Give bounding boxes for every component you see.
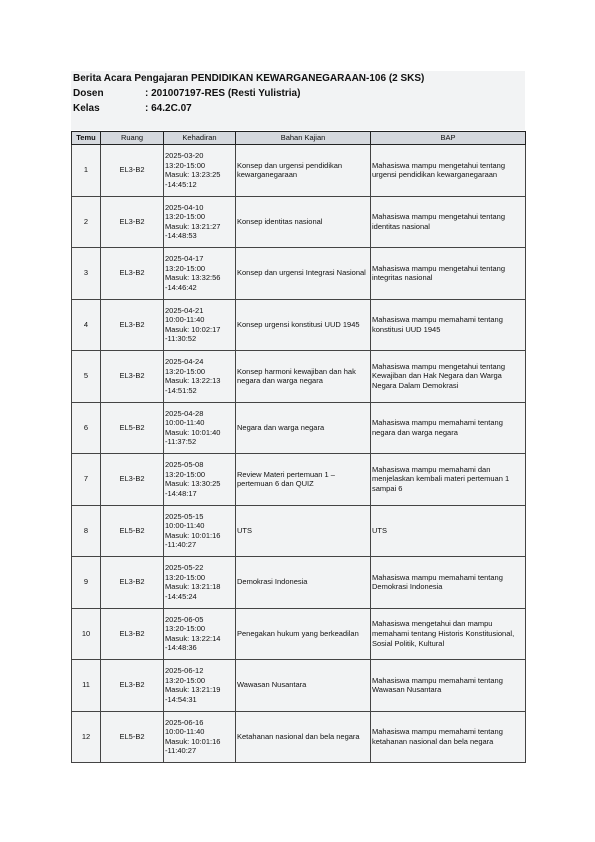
table-row <box>72 454 526 506</box>
dosen-line <box>73 87 300 100</box>
cell-kehadiran: 2025-06-16 10:00-11:40 Masuk: 10:01:16 -11:40:27 <box>164 711 236 763</box>
cell-temu: 5 <box>72 351 101 403</box>
table-header-row <box>72 132 526 145</box>
cell-bap: Mahasiswa mampu mengetahui tentang Kewajiban dan Hak Negara dan Warga Negara Dalam Demokrasi <box>371 351 526 403</box>
document-header <box>71 71 525 130</box>
table-row <box>72 196 526 248</box>
table-row <box>72 145 526 197</box>
cell-bap: Mahasiswa mampu memahami tentang ketahanan nasional dan bela negara <box>371 711 526 763</box>
column-header-ruang: Ruang <box>101 132 164 145</box>
cell-kehadiran: 2025-05-22 13:20-15:00 Masuk: 13:21:18 -14:45:24 <box>164 557 236 609</box>
cell-ruang: EL3-B2 <box>101 299 164 351</box>
cell-ruang: EL3-B2 <box>101 660 164 712</box>
cell-bap: Mahasiswa mampu memahami tentang Wawasan Nusantara <box>371 660 526 712</box>
cell-kehadiran: 2025-04-10 13:20-15:00 Masuk: 13:21:27 -14:48:53 <box>164 196 236 248</box>
table-row <box>72 711 526 763</box>
cell-kehadiran: 2025-06-05 13:20-15:00 Masuk: 13:22:14 -14:48:36 <box>164 608 236 660</box>
cell-temu: 9 <box>72 557 101 609</box>
cell-bap: Mahasiswa mampu memahami tentang konstitusi UUD 1945 <box>371 299 526 351</box>
cell-temu: 4 <box>72 299 101 351</box>
cell-bahan-kajian: Konsep identitas nasional <box>236 196 371 248</box>
cell-bahan-kajian: Review Materi pertemuan 1 – pertemuan 6 dan QUIZ <box>236 454 371 506</box>
cell-bahan-kajian: Negara dan warga negara <box>236 402 371 454</box>
kelas-line <box>73 102 192 115</box>
cell-bap: Mahasiswa mampu mengetahui tentang integritas nasional <box>371 248 526 300</box>
cell-bap: UTS <box>371 505 526 557</box>
cell-bap: Mahasiswa mampu memahami tentang negara dan warga negara <box>371 402 526 454</box>
cell-temu: 7 <box>72 454 101 506</box>
cell-kehadiran: 2025-04-24 13:20-15:00 Masuk: 13:22:13 -14:51:52 <box>164 351 236 403</box>
cell-bahan-kajian: Konsep harmoni kewajiban dan hak negara dan warga negara <box>236 351 371 403</box>
column-header-kehadiran: Kehadiran <box>164 132 236 145</box>
cell-ruang: EL3-B2 <box>101 145 164 197</box>
cell-temu: 10 <box>72 608 101 660</box>
table-row <box>72 557 526 609</box>
cell-kehadiran: 2025-05-15 10:00-11:40 Masuk: 10:01:16 -11:40:27 <box>164 505 236 557</box>
cell-ruang: EL3-B2 <box>101 454 164 506</box>
dosen-value: : 201007197-RES (Resti Yulistria) <box>145 88 301 99</box>
kelas-label: Kelas <box>73 103 100 114</box>
cell-bap: Mahasiswa mengetahui dan mampu memahami tentang Historis Konstitusional, Sosial Politik, Kultural <box>371 608 526 660</box>
cell-kehadiran: 2025-06-12 13:20-15:00 Masuk: 13:21:19 -14:54:31 <box>164 660 236 712</box>
table-row <box>72 248 526 300</box>
cell-bahan-kajian: Konsep dan urgensi Integrasi Nasional <box>236 248 371 300</box>
table-row <box>72 505 526 557</box>
cell-bahan-kajian: Konsep dan urgensi pendidikan kewarganegaraan <box>236 145 371 197</box>
cell-temu: 8 <box>72 505 101 557</box>
table-row <box>72 660 526 712</box>
table-row <box>72 402 526 454</box>
cell-temu: 12 <box>72 711 101 763</box>
cell-bahan-kajian: Konsep urgensi konstitusi UUD 1945 <box>236 299 371 351</box>
cell-bahan-kajian: Ketahanan nasional dan bela negara <box>236 711 371 763</box>
cell-bahan-kajian: UTS <box>236 505 371 557</box>
cell-ruang: EL3-B2 <box>101 351 164 403</box>
table-row <box>72 608 526 660</box>
table-body <box>72 145 526 763</box>
table-row <box>72 351 526 403</box>
cell-temu: 3 <box>72 248 101 300</box>
cell-bahan-kajian: Penegakan hukum yang berkeadilan <box>236 608 371 660</box>
cell-temu: 11 <box>72 660 101 712</box>
document-title: Berita Acara Pengajaran PENDIDIKAN KEWARGANEGARAAN-106 (2 SKS) <box>73 73 425 84</box>
column-header-bap: BAP <box>371 132 526 145</box>
cell-ruang: EL3-B2 <box>101 557 164 609</box>
cell-ruang: EL3-B2 <box>101 196 164 248</box>
cell-temu: 1 <box>72 145 101 197</box>
cell-temu: 2 <box>72 196 101 248</box>
cell-temu: 6 <box>72 402 101 454</box>
dosen-label: Dosen <box>73 88 104 99</box>
column-header-temu: Temu <box>72 132 101 145</box>
cell-bahan-kajian: Wawasan Nusantara <box>236 660 371 712</box>
cell-kehadiran: 2025-04-21 10:00-11:40 Masuk: 10:02:17 -11:30:52 <box>164 299 236 351</box>
cell-kehadiran: 2025-05-08 13:20-15:00 Masuk: 13:30:25 -14:48:17 <box>164 454 236 506</box>
cell-kehadiran: 2025-04-28 10:00-11:40 Masuk: 10:01:40 -11:37:52 <box>164 402 236 454</box>
cell-ruang: EL5-B2 <box>101 402 164 454</box>
cell-ruang: EL5-B2 <box>101 711 164 763</box>
cell-bap: Mahasiswa mampu memahami tentang Demokrasi Indonesia <box>371 557 526 609</box>
cell-ruang: EL3-B2 <box>101 608 164 660</box>
bap-table <box>71 131 526 763</box>
cell-kehadiran: 2025-03-20 13:20-15:00 Masuk: 13:23:25 -14:45:12 <box>164 145 236 197</box>
table-row <box>72 299 526 351</box>
cell-bap: Mahasiswa mampu mengetahui tentang urgensi pendidikan kewarganegaraan <box>371 145 526 197</box>
cell-bap: Mahasiswa mampu mengetahui tentang identitas nasional <box>371 196 526 248</box>
cell-bahan-kajian: Demokrasi Indonesia <box>236 557 371 609</box>
cell-ruang: EL3-B2 <box>101 248 164 300</box>
cell-ruang: EL5-B2 <box>101 505 164 557</box>
column-header-bahan-kajian: Bahan Kajian <box>236 132 371 145</box>
kelas-value: : 64.2C.07 <box>145 103 192 114</box>
cell-kehadiran: 2025-04-17 13:20-15:00 Masuk: 13:32:56 -14:46:42 <box>164 248 236 300</box>
cell-bap: Mahasiswa mampu memahami dan menjelaskan kembali materi pertemuan 1 sampai 6 <box>371 454 526 506</box>
